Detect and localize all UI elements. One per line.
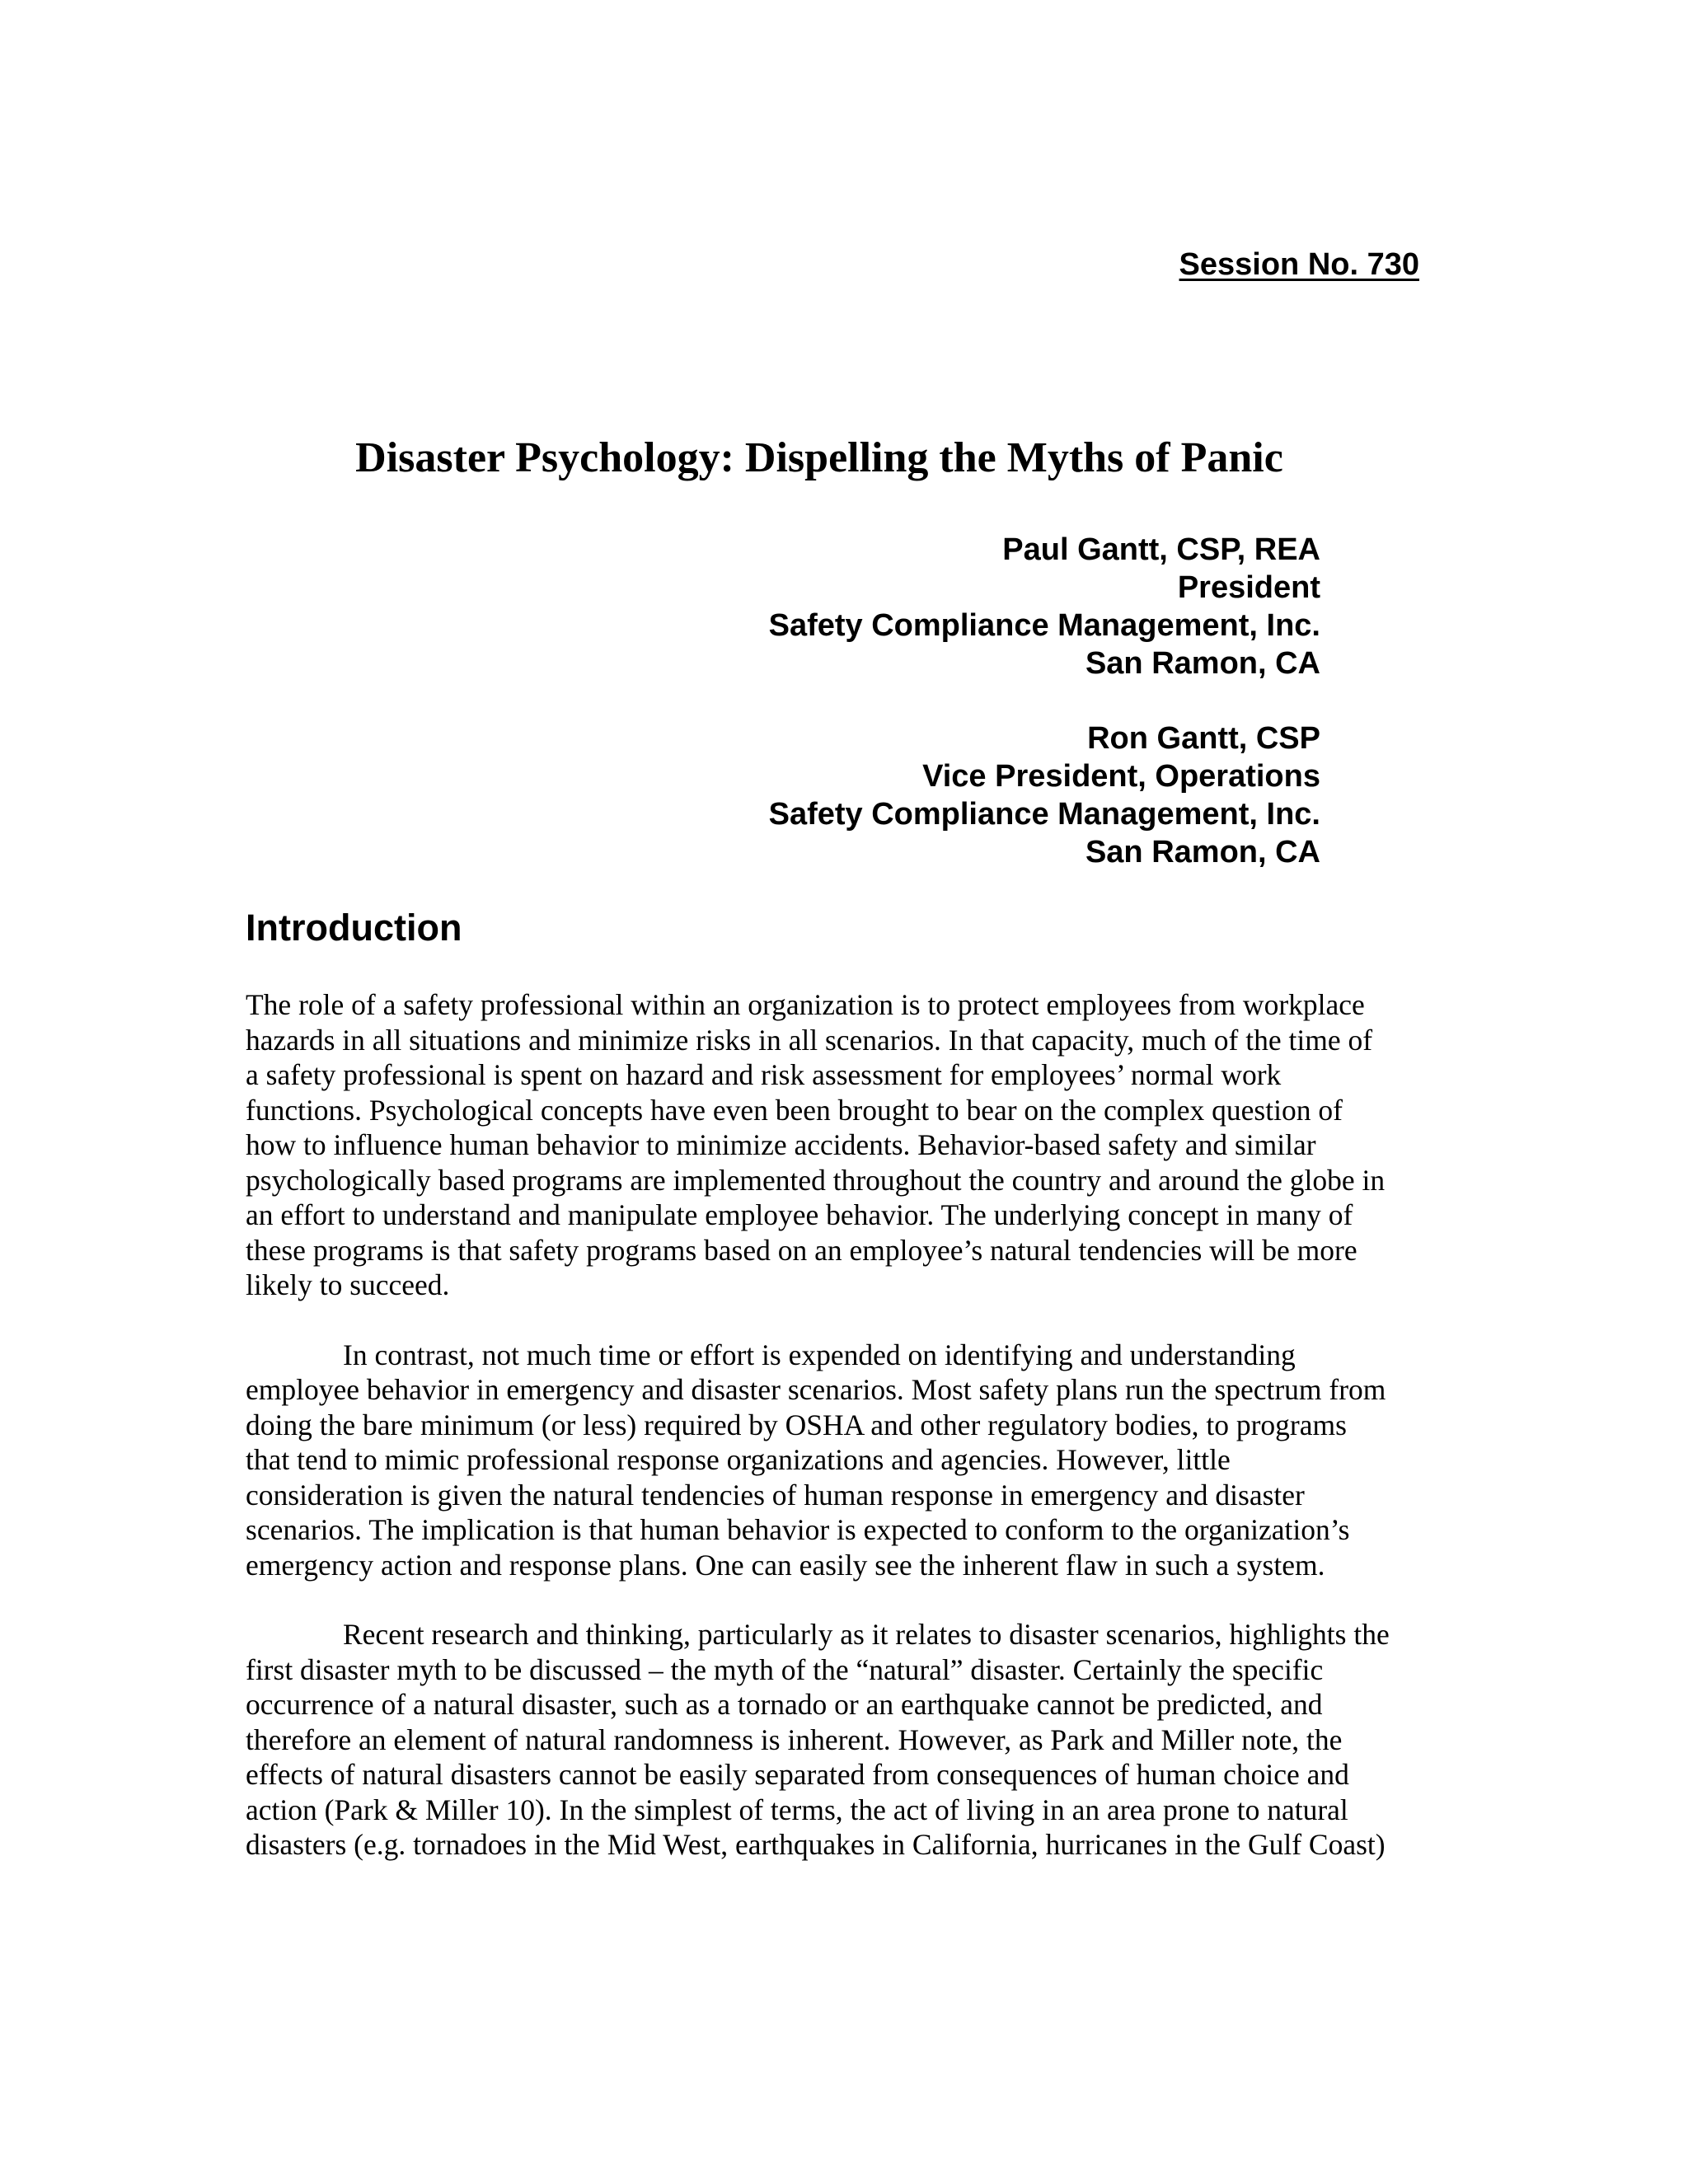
text-line: functions. Psychological concepts have even been brought to bear on the complex question of — [246, 1093, 1343, 1127]
text-line: doing the bare minimum (or less) required by OSHA and other regulatory bodies, to programs — [246, 1408, 1347, 1441]
text-line: therefore an element of natural randomness is inherent. However, as Park and Miller note, the — [246, 1722, 1343, 1756]
text-line: first disaster myth to be discussed – the myth of the “natural” disaster. Certainly the specific — [246, 1652, 1324, 1686]
author-list — [769, 531, 1320, 871]
body-text — [246, 987, 1424, 1863]
text-line: hazards in all situations and minimize risks in all scenarios. In that capacity, much of the time of — [246, 1023, 1373, 1057]
author-name: Paul Gantt, CSP, REA — [1002, 532, 1320, 567]
text-line: occurrence of a natural disaster, such as a tornado or an earthquake cannot be predicted, and — [246, 1688, 1323, 1721]
text-line: action (Park & Miller 10). In the simplest of terms, the act of living in an area prone to natural — [246, 1793, 1348, 1826]
author-position: Vice President, Operations — [922, 759, 1320, 794]
author-location: San Ramon, CA — [1085, 646, 1320, 681]
text-line: likely to succeed. — [246, 1268, 450, 1301]
author-location: San Ramon, CA — [1085, 835, 1320, 869]
text-line: Recent research and thinking, particularly as it relates to disaster scenarios, highlights the — [343, 1618, 1390, 1651]
paragraph — [246, 1617, 1424, 1863]
author-block — [769, 719, 1320, 871]
text-line: employee behavior in emergency and disaster scenarios. Most safety plans run the spectrum from — [246, 1373, 1386, 1406]
text-line: effects of natural disasters cannot be easily separated from consequences of human choice and — [246, 1758, 1349, 1791]
session-number: Session No. 730 — [1179, 247, 1419, 282]
text-line: that tend to mimic professional response organizations and agencies. However, little — [246, 1443, 1231, 1476]
text-line: these programs is that safety programs based on an employee’s natural tendencies will be more — [246, 1233, 1357, 1267]
text-line: scenarios. The implication is that human behavior is expected to conform to the organization’s — [246, 1513, 1350, 1546]
paragraph — [246, 1338, 1424, 1583]
section-heading-introduction: Introduction — [246, 907, 462, 949]
text-line: an effort to understand and manipulate employee behavior. The underlying concept in many of — [246, 1198, 1353, 1231]
text-line: In contrast, not much time or effort is expended on identifying and understanding — [343, 1338, 1296, 1371]
paragraph — [246, 987, 1424, 1303]
author-position: President — [1177, 570, 1320, 605]
text-line: a safety professional is spent on hazard and risk assessment for employees’ normal work — [246, 1058, 1282, 1091]
author-organization: Safety Compliance Management, Inc. — [768, 797, 1320, 832]
document-title: Disaster Psychology: Dispelling the Myths of Panic — [355, 434, 1283, 481]
author-block — [769, 531, 1320, 682]
text-line: emergency action and response plans. One can easily see the inherent flaw in such a system. — [246, 1548, 1325, 1582]
author-organization: Safety Compliance Management, Inc. — [768, 608, 1320, 643]
author-name: Ron Gantt, CSP — [1087, 721, 1320, 756]
text-line: psychologically based programs are implemented throughout the country and around the globe in — [246, 1163, 1386, 1197]
text-line: The role of a safety professional within an organization is to protect employees from workplace — [246, 988, 1365, 1021]
text-line: how to influence human behavior to minimize accidents. Behavior-based safety and similar — [246, 1128, 1316, 1161]
text-line: consideration is given the natural tendencies of human response in emergency and disaster — [246, 1478, 1305, 1511]
text-line: disasters (e.g. tornadoes in the Mid West, earthquakes in California, hurricanes in the Gulf Coast) — [246, 1828, 1386, 1861]
